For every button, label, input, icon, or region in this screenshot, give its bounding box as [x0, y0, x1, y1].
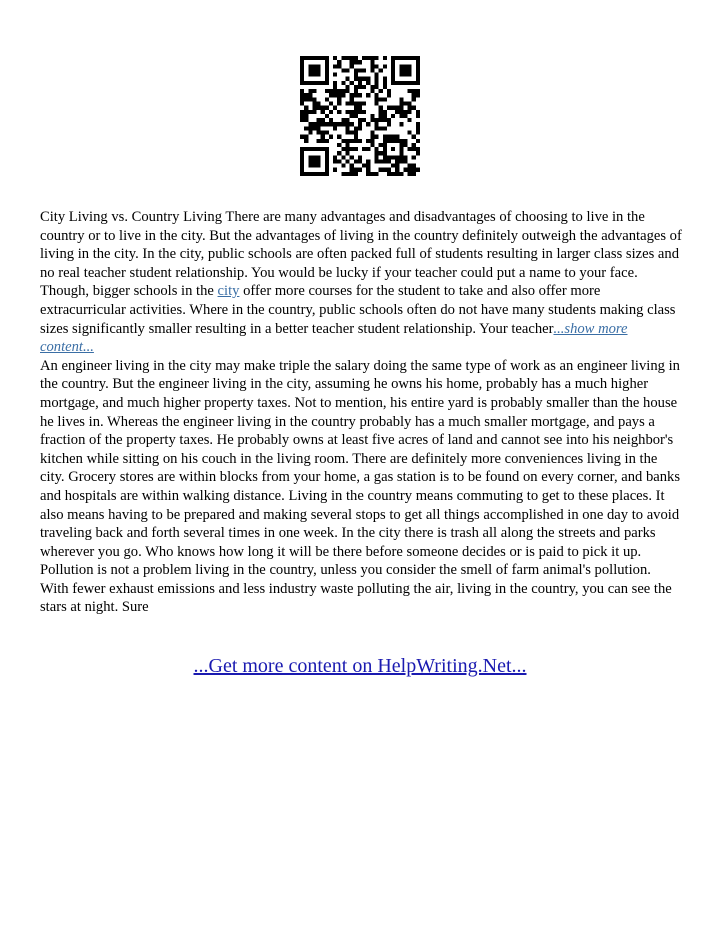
paragraph-intro-text: City Living vs. Country Living There are many advantages and disadvantages of choosing to live in the country or to live in the city. But the advantages of living in the country definitely outweigh the advantages of living in the city. In the city, public schools are often packed full of students resulting in larger class sizes and no real teacher student relationship. You would be lucky if your teacher could put a name to your face. Though, bigger schools in the [40, 209, 682, 300]
get-more-content-link[interactable]: ...Get more content on HelpWriting.Net... [193, 655, 527, 677]
article-body [40, 208, 682, 617]
paragraph-intro [40, 208, 682, 357]
show-more-link[interactable]: ...show more content... [40, 320, 628, 356]
paragraph-intro-continued: offer more courses for the student to take and also offer more extracurricular activities. Where in the country, public schools often do not have many students making class sizes significantly smaller resulting in a better teacher student relationship. Your teacher [40, 283, 676, 337]
city-link[interactable]: city [217, 283, 240, 300]
qr-code-icon [300, 56, 420, 176]
footer [0, 655, 720, 678]
paragraph-engineer: An engineer living in the city may make triple the salary doing the same type of work as an engineer living in the country. But the engineer living in the city, assuming he owns his home, probably has a much higher mortgage, and much higher property taxes. Not to mention, his entire yard is probably smaller than the house he lives in. Whereas the engineer living in the country probably has a much smaller mortgage, and pays a fraction of the property taxes. He probably owns at least five acres of land and cannot see into his neighbor's kitchen while sitting on his couch in the living room. There are definitely more conveniences living in the city. Grocery stores are within blocks from your home, a gas station is to be found on every corner, and banks and hospitals are within walking distance. Living in the country means commuting to get to these places. It also means having to be prepared and making several stops to get all things accomplished in one day to avoid traveling back and forth several times in one week. In the city there is trash all along the streets and parks wherever you go. Who knows how long it will be there before someone decides or is paid to pick it up. Pollution is not a problem living in the country, unless you consider the smell of farm animal's pollution. With fewer exhaust emissions and less industry waste polluting the air, living in the country, you can see the stars at night. Sure [40, 357, 681, 616]
qr-code-graphic [300, 56, 420, 176]
